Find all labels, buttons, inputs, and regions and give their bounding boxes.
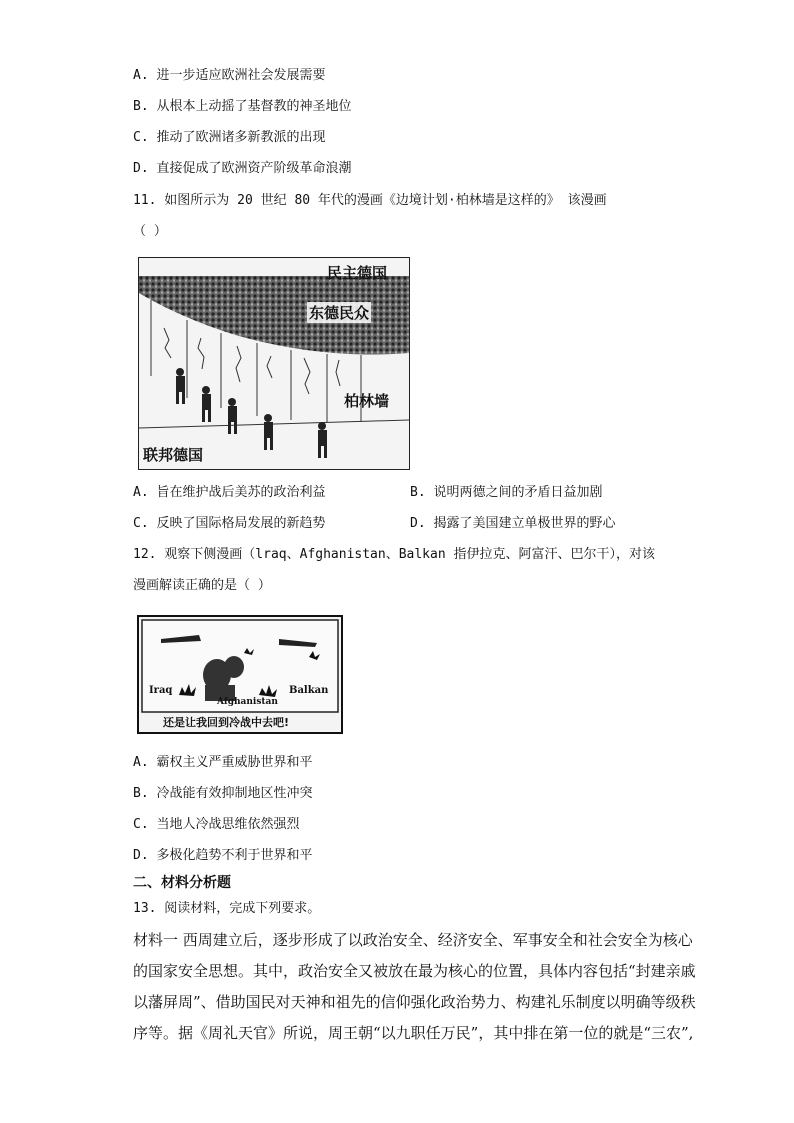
label-frg: 联邦德国	[143, 446, 204, 464]
q11-option-d: D. 揭露了美国建立单极世界的野心	[410, 516, 616, 531]
q10-option-b: B. 从根本上动摇了基督教的神圣地位	[133, 99, 352, 114]
material-line-3: 以藩屏周”、借助国民对天神和祖先的信仰强化政治势力、构建礼乐制度以明确等级秩	[133, 993, 696, 1011]
q10-option-c: C. 推动了欧洲诸多新教派的出现	[133, 130, 326, 145]
q13-stem: 13. 阅读材料，完成下列要求。	[133, 901, 321, 916]
cartoon-caption: 还是让我回到冷战中去吧!	[163, 716, 290, 729]
q12-option-b: B. 冷战能有效抑制地区性冲突	[133, 786, 313, 801]
q10-option-d: D. 直接促成了欧洲资产阶级革命浪潮	[133, 161, 352, 176]
berlin-wall-cartoon	[138, 257, 410, 470]
q11-stem: 11. 如图所示为 20 世纪 80 年代的漫画《边境计划·柏林墙是这样的》 该漫画	[133, 193, 607, 208]
section-heading: 二、材料分析题	[133, 875, 231, 891]
material-line-4: 序等。据《周礼天官》所说，周王朝“以九职任万民”，其中排在第一位的就是“三农”,	[133, 1024, 694, 1042]
label-east-german-people: 东德民众	[309, 304, 370, 322]
label-berlin-wall: 柏林墙	[344, 392, 390, 410]
label-afghanistan: Afghanistan	[217, 697, 278, 707]
berlin-wall-illustration	[139, 258, 409, 469]
q12-option-d: D. 多极化趋势不利于世界和平	[133, 848, 313, 863]
q12-stem-line2: 漫画解读正确的是（ ）	[133, 578, 271, 593]
label-iraq: Iraq	[149, 685, 173, 696]
label-balkan: Balkan	[289, 685, 329, 696]
q10-option-a: A. 进一步适应欧洲社会发展需要	[133, 68, 326, 83]
cold-war-cartoon	[137, 615, 343, 734]
q11-option-a: A. 旨在维护战后美苏的政治利益	[133, 485, 326, 500]
q12-option-a: A. 霸权主义严重威胁世界和平	[133, 755, 313, 770]
q11-option-b: B. 说明两德之间的矛盾日益加剧	[410, 485, 603, 500]
material-line-1: 材料一 西周建立后，逐步形成了以政治安全、经济安全、军事安全和社会安全为核心	[133, 931, 693, 949]
label-gdr: 民主德国	[327, 264, 388, 282]
q12-stem-line1: 12. 观察下侧漫画（lraq、Afghanistan、Balkan 指伊拉克、阿富汗、巴尔干），对该	[133, 547, 655, 562]
q11-option-c: C. 反映了国际格局发展的新趋势	[133, 516, 326, 531]
material-line-2: 的国家安全思想。其中，政治安全又被放在最为核心的位置，具体内容包括“封建亲戚	[133, 962, 696, 980]
q12-option-c: C. 当地人冷战思维依然强烈	[133, 817, 300, 832]
q11-blank: （ ）	[133, 224, 167, 239]
